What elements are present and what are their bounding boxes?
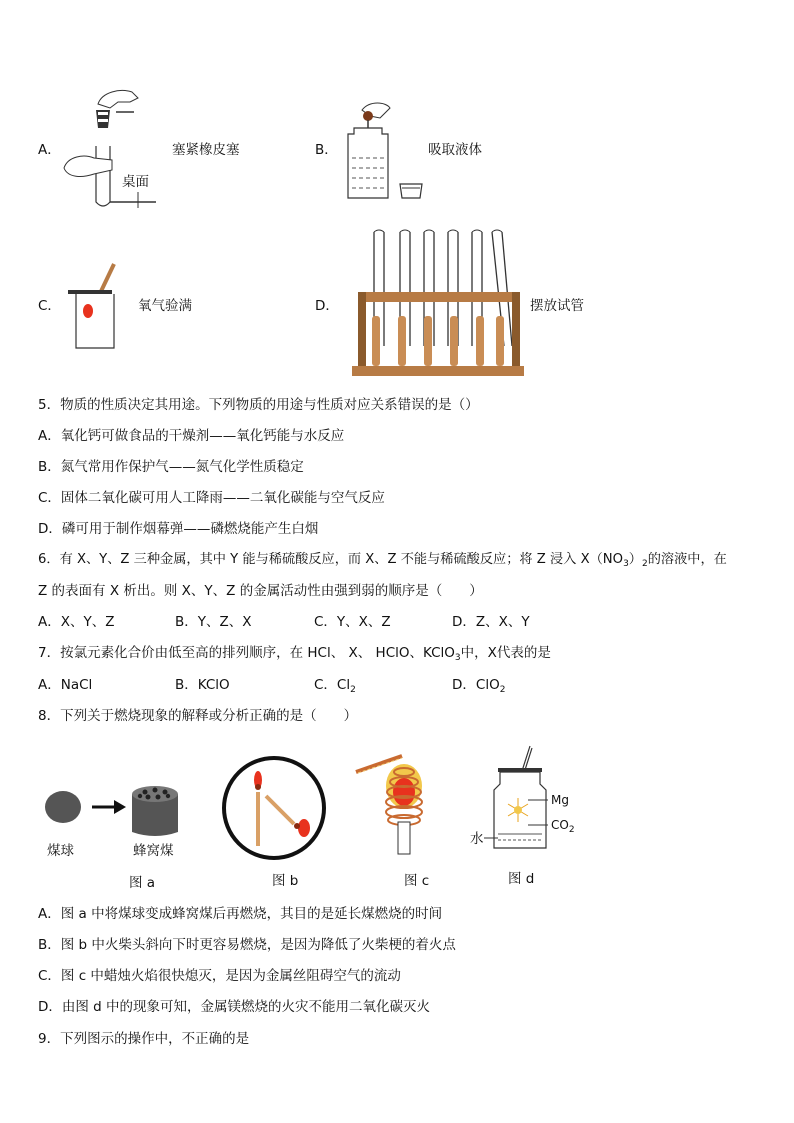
figure-a-coal bbox=[40, 776, 190, 842]
label-coal-ball: 煤球 bbox=[47, 843, 74, 859]
caption-figure-c: 图 c bbox=[404, 873, 430, 889]
label-mg: Mg bbox=[551, 793, 569, 807]
option-a-letter: A． bbox=[38, 142, 61, 158]
caption-figure-b: 图 b bbox=[272, 873, 299, 889]
illustration-insert-stopper bbox=[60, 84, 160, 212]
q8-stem: 8．下列关于燃烧现象的解释或分析正确的是（ ） bbox=[38, 708, 358, 724]
illustration-dropper-liquid bbox=[340, 100, 430, 204]
q7-option-a: A．NaCl bbox=[38, 677, 93, 693]
q7-stem: 7．按氯元素化合价由低至高的排列顺序，在 HCl、 X、 HClO、KClO$_3$中，X代表的是 bbox=[38, 645, 551, 663]
q6-option-a: A．X、Y、Z bbox=[38, 614, 115, 630]
q6-stem-line1: 6．有 X、Y、Z 三种金属，其中 Y 能与稀硫酸反应，而 X、Z 不能与稀硫酸反应；将 Z 浸入 $X(NO_3)_2$的溶液中，在 bbox=[38, 552, 727, 569]
q6-option-d: D．Z、X、Y bbox=[452, 614, 530, 630]
q5-option-a: A．氧化钙可做食品的干燥剂——氧化钙能与水反应 bbox=[38, 428, 345, 444]
q8-option-b: B．图 b 中火柴头斜向下时更容易燃烧，是因为降低了火柴梗的着火点 bbox=[38, 937, 456, 953]
q7-option-c: C．$Cl_2$ bbox=[314, 677, 356, 695]
option-b-letter: B． bbox=[315, 142, 338, 158]
q6-option-c: C．Y、X、Z bbox=[314, 614, 391, 630]
label-honeycomb-coal: 蜂窝煤 bbox=[133, 843, 174, 859]
q8-option-d: D．由图 d 中的现象可知，金属镁燃烧的火灾不能用二氧化碳灭火 bbox=[38, 999, 431, 1015]
label-water: 水 bbox=[470, 831, 484, 847]
q6-option-b: B．Y、Z、X bbox=[175, 614, 252, 630]
q5-stem: 5．物质的性质决定其用途。下列物质的用途与性质对应关系错误的是（） bbox=[38, 397, 479, 413]
caption-figure-a: 图 a bbox=[129, 875, 156, 891]
illustration-test-tube-rack bbox=[352, 226, 524, 378]
q9-stem: 9．下列图示的操作中，不正确的是 bbox=[38, 1031, 250, 1047]
option-b-caption: 吸取液体 bbox=[428, 142, 482, 158]
illustration-oxygen-test bbox=[66, 262, 126, 352]
q7-option-b: B．KClO bbox=[175, 677, 230, 693]
q7-option-d: D．ClO$_2$ bbox=[452, 677, 506, 695]
option-d-letter: D． bbox=[315, 298, 339, 314]
figure-c-candle-coil bbox=[352, 752, 442, 856]
q5-option-c: C．固体二氧化碳可用人工降雨——二氧化碳能与空气反应 bbox=[38, 490, 385, 506]
option-c-caption: 氧气验满 bbox=[138, 298, 192, 314]
q6-stem-line2: Z 的表面有 X 析出。则 X、Y、Z 的金属活动性由强到弱的顺序是（ ） bbox=[38, 583, 483, 599]
q5-option-d: D．磷可用于制作烟幕弹——磷燃烧能产生白烟 bbox=[38, 521, 319, 537]
option-a-caption: 塞紧橡皮塞 bbox=[172, 142, 240, 158]
figure-b-matches bbox=[220, 754, 330, 864]
q5-option-b: B．氮气常用作保护气——氮气化学性质稳定 bbox=[38, 459, 304, 475]
q8-option-c: C．图 c 中蜡烛火焰很快熄灭，是因为金属丝阻碍空气的流动 bbox=[38, 968, 401, 984]
option-c-letter: C． bbox=[38, 298, 61, 314]
option-d-caption: 摆放试管 bbox=[530, 298, 584, 314]
label-co2: $CO_2$ bbox=[551, 818, 575, 835]
table-label: 桌面 bbox=[122, 174, 149, 190]
q8-option-a: A．图 a 中将煤球变成蜂窝煤后再燃烧，其目的是延长煤燃烧的时间 bbox=[38, 906, 443, 922]
caption-figure-d: 图 d bbox=[508, 871, 535, 887]
